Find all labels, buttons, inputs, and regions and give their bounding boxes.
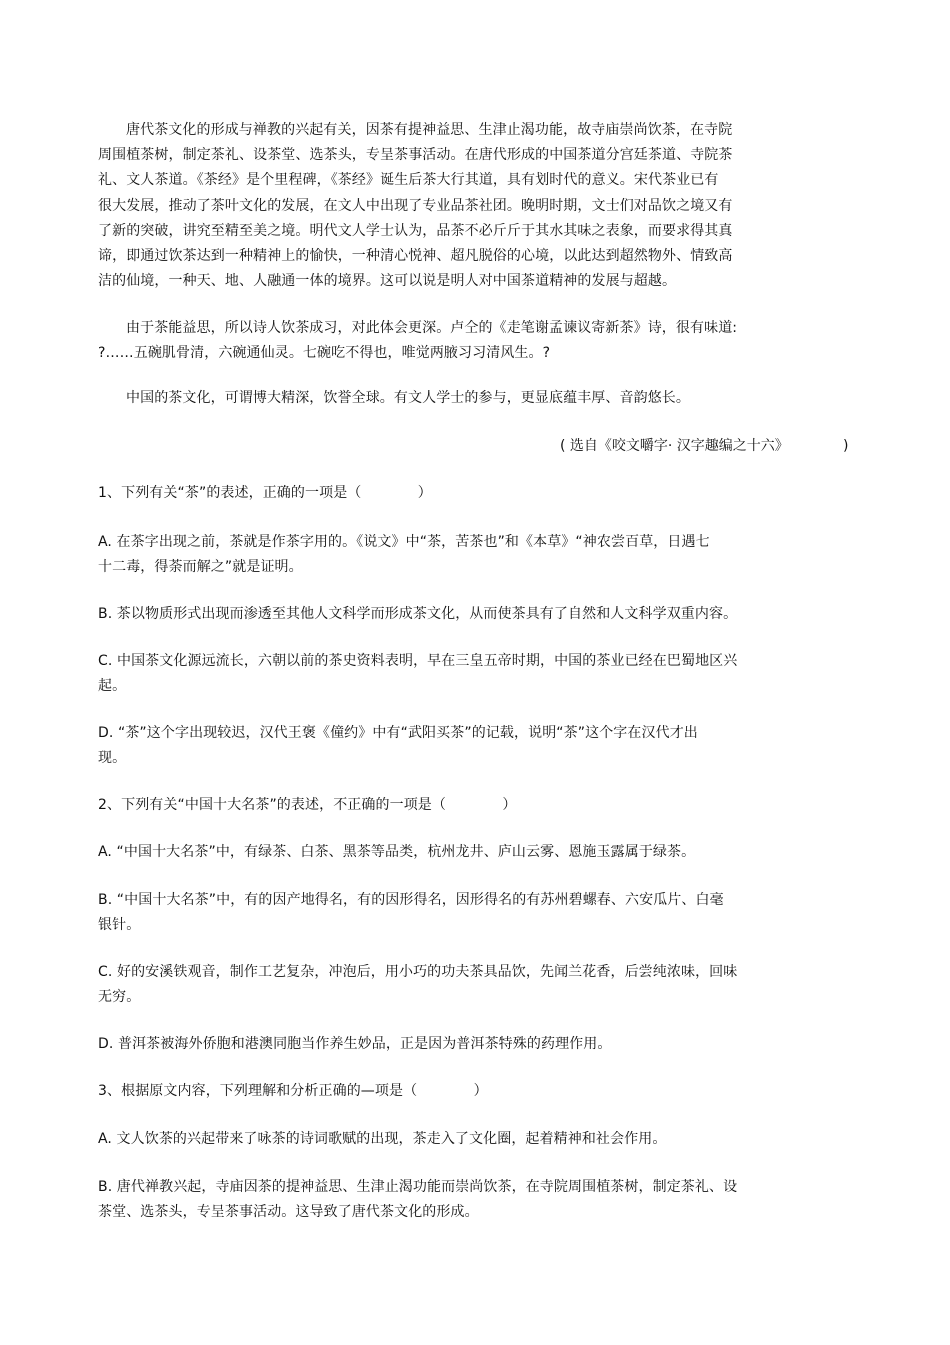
passage-paragraph-3 (98, 386, 778, 411)
question-1-option-b (98, 602, 778, 627)
passage-line: 唐代茶文化的形成与禅教的兴起有关，因茶有提神益思、生津止渴功能，故寺庙崇尚饮茶，在寺院 (126, 122, 733, 138)
question-1-option-a (98, 530, 778, 580)
option-line: C. 好的安溪铁观音，制作工艺复杂，冲泡后，用小巧的功夫茶具品饮，先闻兰花香，后尝纯浓味，回味 (98, 964, 738, 980)
passage-line: 由于茶能益思，所以诗人饮茶成习，对此体会更深。卢仝的《走笔谢孟谏议寄新茶》诗，很有味道: (126, 320, 738, 336)
option-line: B. “中国十大名茶”中，有的因产地得名，有的因形得名，因形得名的有苏州碧螺春、六安瓜片、白毫 (98, 892, 724, 908)
question-1-stem (98, 481, 778, 506)
option-line: 起。 (98, 678, 127, 695)
passage-line: 谛，即通过饮茶达到一种精神上的愉快，一种清心悦神、超凡脱俗的心境，以此达到超然物外、情致高 (98, 248, 733, 265)
question-3-stem (98, 1079, 778, 1104)
option-line: B. 茶以物质形式出现而渗透至其他人文科学而形成茶文化，从而使茶具有了自然和人文科学双重内容。 (98, 606, 738, 622)
question-2-option-c (98, 960, 778, 1010)
question-2-option-d (98, 1032, 778, 1057)
question-1-option-c (98, 649, 778, 699)
passage-line: 中国的茶文化，可谓博大精深，饮誉全球。有文人学士的参与，更显底蕴丰厚、音韵悠长。 (126, 390, 690, 406)
passage-line: 礼、文人茶道。《茶经》是个里程碑，《茶经》诞生后茶大行其道，具有划时代的意义。宋代茶业已有 (98, 172, 719, 189)
option-line: D. “茶”这个字出现较迟，汉代王褒《僮约》中有“武阳买茶”的记载，说明“茶”这个字在汉代才出 (98, 725, 698, 741)
option-line: D. 普洱茶被海外侨胞和港澳同胞当作养生妙品，正是因为普洱茶特殊的药理作用。 (98, 1036, 612, 1052)
passage-paragraph-1 (98, 118, 778, 294)
option-line: 现。 (98, 750, 127, 767)
question-stem-text: 3、根据原文内容，下列理解和分析正确的—项是（ ） (98, 1083, 488, 1099)
passage-line: 周围植茶树，制定茶礼、设茶堂、选茶头，专呈茶事活动。在唐代形成的中国茶道分宫廷茶道、寺院茶 (98, 147, 733, 164)
option-line: B. 唐代禅教兴起，寺庙因茶的提神益思、生津止渴功能而崇尚饮茶，在寺院周围植茶树，制定茶礼、设 (98, 1179, 738, 1195)
option-line: A. 在茶字出现之前，茶就是作茶字用的。《说文》中“茶，苦茶也”和《本草》“神农尝百草，日遇七 (98, 534, 710, 550)
passage-paragraph-2 (98, 316, 778, 366)
passage-line: ?……五碗肌骨清，六碗通仙灵。七碗吃不得也，唯觉两腋习习清风生。? (98, 345, 551, 362)
question-3-option-a (98, 1127, 778, 1152)
question-2-option-a (98, 840, 778, 865)
question-stem-text: 2、下列有关“中国十大名茶”的表述，不正确的一项是（ ） (98, 797, 517, 813)
option-line: A. “中国十大名茶”中，有绿茶、白茶、黑茶等品类，杭州龙井、庐山云雾、恩施玉露属于绿茶。 (98, 844, 696, 860)
source-text: ( 选自《咬文嚼字· 汉字趣编之十六》 (560, 438, 789, 454)
option-line: C. 中国茶文化源远流长，六朝以前的茶史资料表明，早在三皇五帝时期，中国的茶业已经在巴蜀地区兴 (98, 653, 738, 669)
option-line: A. 文人饮茶的兴起带来了咏茶的诗词歌赋的出现，茶走入了文化圈，起着精神和社会作用。 (98, 1131, 667, 1147)
question-2-option-b (98, 888, 778, 938)
option-line: 银针。 (98, 917, 141, 934)
source-close-paren: ) (843, 438, 849, 454)
passage-line: 很大发展，推动了茶叶文化的发展，在文人中出现了专业品茶社团。晚明时期，文士们对品饮之境又有 (98, 197, 733, 214)
passage-line: 洁的仙境，一种天、地、人融通一体的境界。这可以说是明人对中国茶道精神的发展与超越。 (98, 273, 677, 290)
option-line: 十二毒，得荼而解之”就是证明。 (98, 559, 303, 576)
question-stem-text: 1、下列有关“茶”的表述，正确的一项是（ ） (98, 485, 432, 501)
source-attribution (560, 434, 850, 459)
question-1-option-d (98, 721, 778, 771)
question-3-option-b (98, 1175, 778, 1225)
passage-line: 了新的突破，讲究至精至美之境。明代文人学士认为，品茶不必斤斤于其水其味之表象，而要求得其真 (98, 222, 733, 239)
option-line: 茶堂、选茶头，专呈茶事活动。这导致了唐代茶文化的形成。 (98, 1204, 479, 1221)
question-2-stem (98, 793, 778, 818)
option-line: 无穷。 (98, 989, 141, 1006)
